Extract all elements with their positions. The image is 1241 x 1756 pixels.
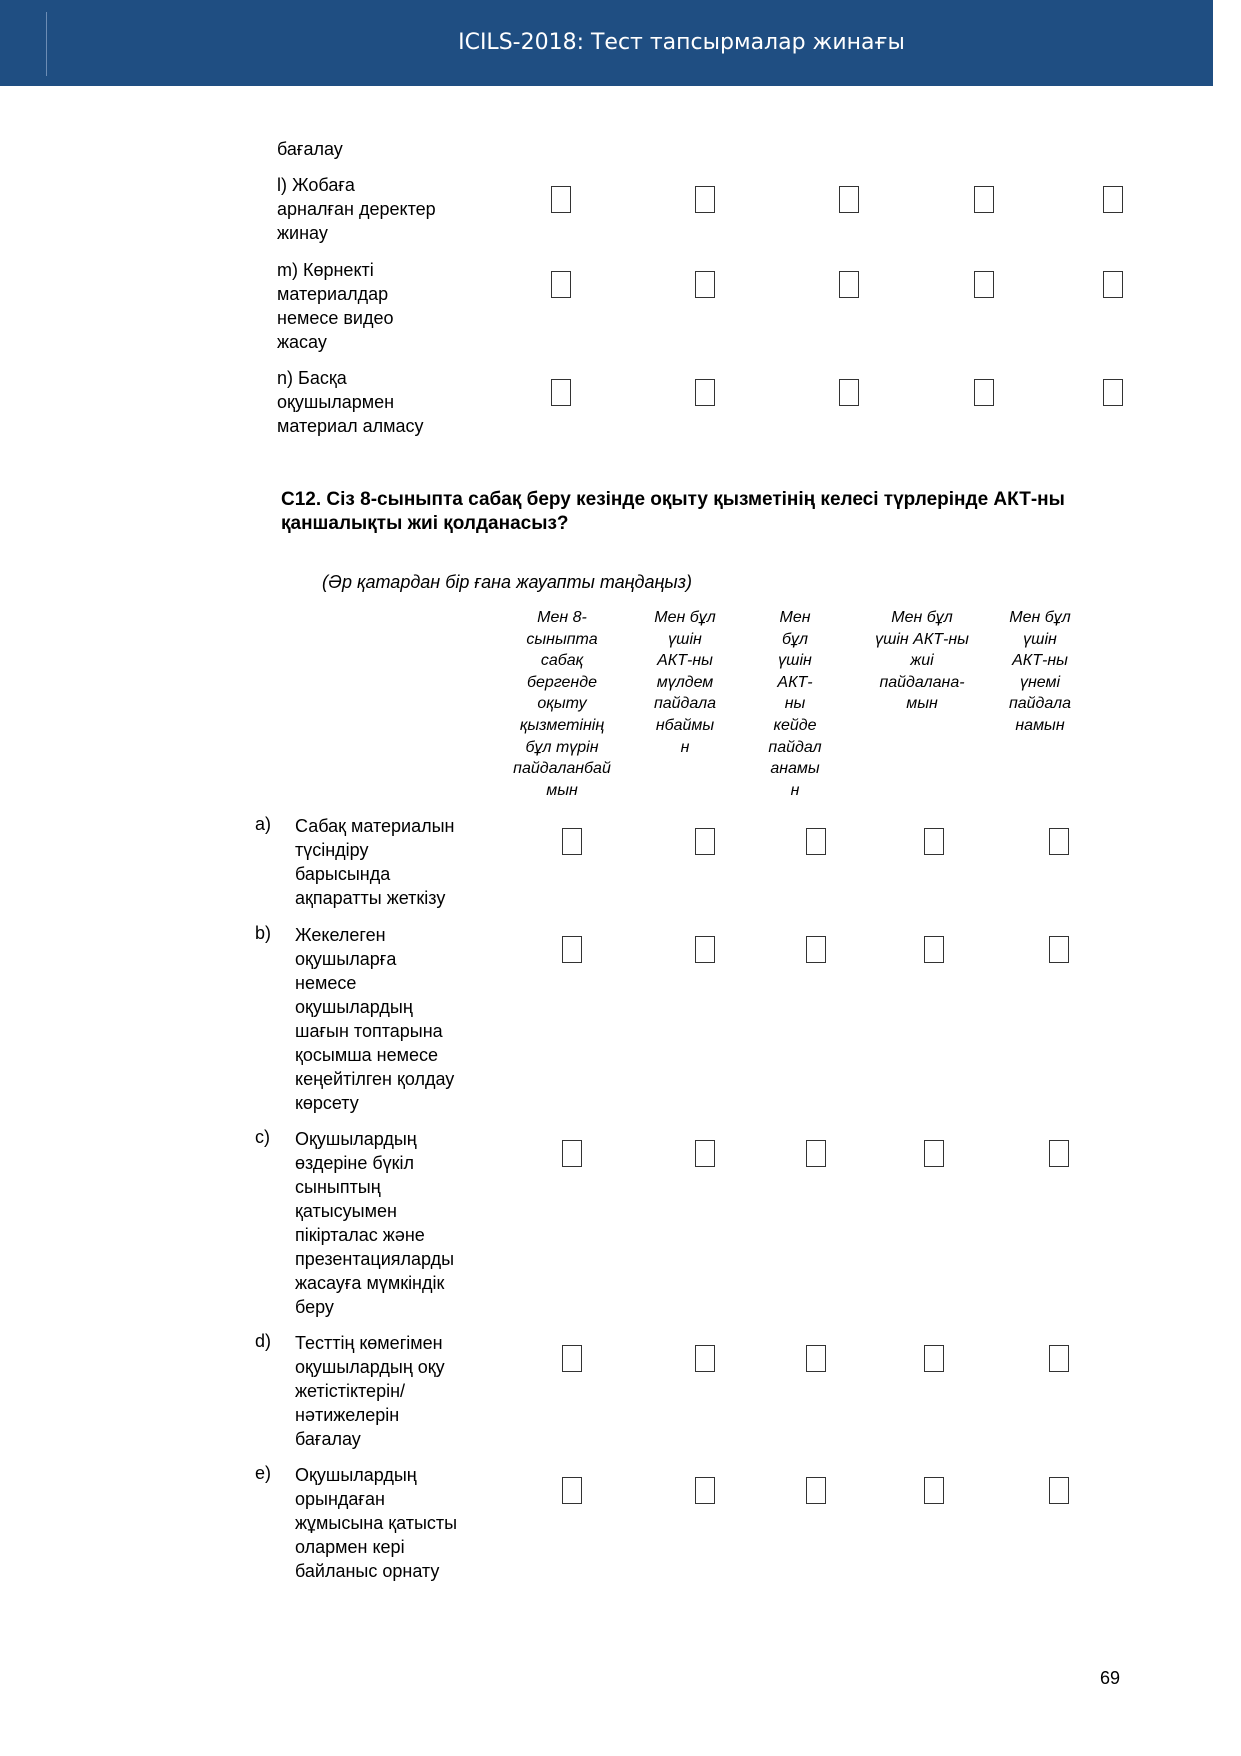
checkbox[interactable] (562, 1345, 582, 1372)
checkbox[interactable] (974, 186, 994, 213)
page-number: 69 (1100, 1668, 1121, 1688)
checkbox[interactable] (695, 379, 715, 406)
checkbox[interactable] (695, 271, 715, 298)
checkbox[interactable] (1049, 828, 1069, 855)
header-title: ICILS-2018: Тест тапсырмалар жинағы (458, 30, 905, 55)
column-header-often: Мен бұл үшін АКТ-ны жиі пайдалана- мын (875, 609, 969, 713)
checkbox[interactable] (806, 1140, 826, 1167)
checkbox[interactable] (924, 936, 944, 963)
question-c12-text: С12. Сіз 8-сыныпта сабақ беру кезінде оқыту қызметінің келесі түрлерінде АКТ-ны қаншалықты жиі қолданасыз? (281, 489, 1065, 534)
item-d-label: Тесттің көмегімен оқушылардың оқу жетістіктерін/ нәтижелерін бағалау (295, 1333, 445, 1449)
checkbox[interactable] (551, 379, 571, 406)
checkbox[interactable] (1049, 1477, 1069, 1504)
checkbox[interactable] (695, 1477, 715, 1504)
item-a-letter: a) (255, 814, 272, 834)
checkbox[interactable] (924, 1477, 944, 1504)
item-e-label: Оқушылардың орындаған жұмысына қатысты олармен кері байланыс орнату (295, 1465, 458, 1581)
item-c-label: Оқушылардың өздеріне бүкіл сыныптың қатысуымен пікірталас және презентацияларды жасауға мүмкіндік беру (295, 1129, 455, 1317)
item-b-letter: b) (255, 923, 272, 943)
column-header-never: Мен бұл үшін АКТ-ны мүлдем пайдала нбаймы н (653, 609, 717, 756)
checkbox[interactable] (839, 186, 859, 213)
checkbox[interactable] (695, 1345, 715, 1372)
checkbox[interactable] (695, 1140, 715, 1167)
checkbox[interactable] (1103, 271, 1123, 298)
checkbox[interactable] (695, 936, 715, 963)
checkbox[interactable] (839, 271, 859, 298)
checkbox[interactable] (562, 936, 582, 963)
checkbox[interactable] (551, 271, 571, 298)
checkbox[interactable] (806, 1345, 826, 1372)
checkbox[interactable] (1049, 936, 1069, 963)
checkbox[interactable] (551, 186, 571, 213)
column-header-not-used: Мен 8- сыныпта сабақ бергенде оқыту қызметінің бұл түрін пайдаланбай мын (513, 609, 611, 799)
item-a-label: Сабақ материалын түсіндіру барысында ақпаратты жеткізу (295, 816, 455, 908)
checkbox[interactable] (1049, 1345, 1069, 1372)
prev-item-l-label: l) Жобаға арналған деректер жинау (277, 175, 436, 243)
checkbox[interactable] (974, 379, 994, 406)
question-instruction: (Әр қатардан бір ғана жауапты таңдаңыз) (322, 572, 692, 592)
page-header (0, 0, 1213, 86)
checkbox[interactable] (806, 936, 826, 963)
item-e-letter: e) (255, 1463, 272, 1483)
checkbox[interactable] (924, 1345, 944, 1372)
column-header-always: Мен бұл үшін АКТ-ны үнемі пайдала намын (1008, 609, 1072, 734)
checkbox[interactable] (562, 1477, 582, 1504)
checkbox[interactable] (1049, 1140, 1069, 1167)
checkbox[interactable] (562, 828, 582, 855)
checkbox[interactable] (924, 828, 944, 855)
item-b-label: Жекелеген оқушыларға немесе оқушылардың шағын топтарына қосымша немесе кеңейтілген қолдау көрсету (295, 925, 455, 1113)
checkbox[interactable] (695, 186, 715, 213)
checkbox[interactable] (1103, 186, 1123, 213)
prev-item-m-label: m) Көрнекті материалдар немесе видео жасау (277, 260, 394, 352)
continued-text: бағалау (277, 139, 343, 159)
checkbox[interactable] (806, 1477, 826, 1504)
checkbox[interactable] (1103, 379, 1123, 406)
checkbox[interactable] (974, 271, 994, 298)
column-header-sometimes: Мен бұл үшін АКТ- ны кейде пайдал анамы н (768, 609, 822, 799)
checkbox[interactable] (806, 828, 826, 855)
checkbox[interactable] (924, 1140, 944, 1167)
checkbox[interactable] (562, 1140, 582, 1167)
item-d-letter: d) (255, 1331, 272, 1351)
prev-item-n-label: n) Басқа оқушылармен материал алмасу (277, 368, 424, 436)
item-c-letter: c) (255, 1127, 270, 1147)
checkbox[interactable] (695, 828, 715, 855)
checkbox[interactable] (839, 379, 859, 406)
